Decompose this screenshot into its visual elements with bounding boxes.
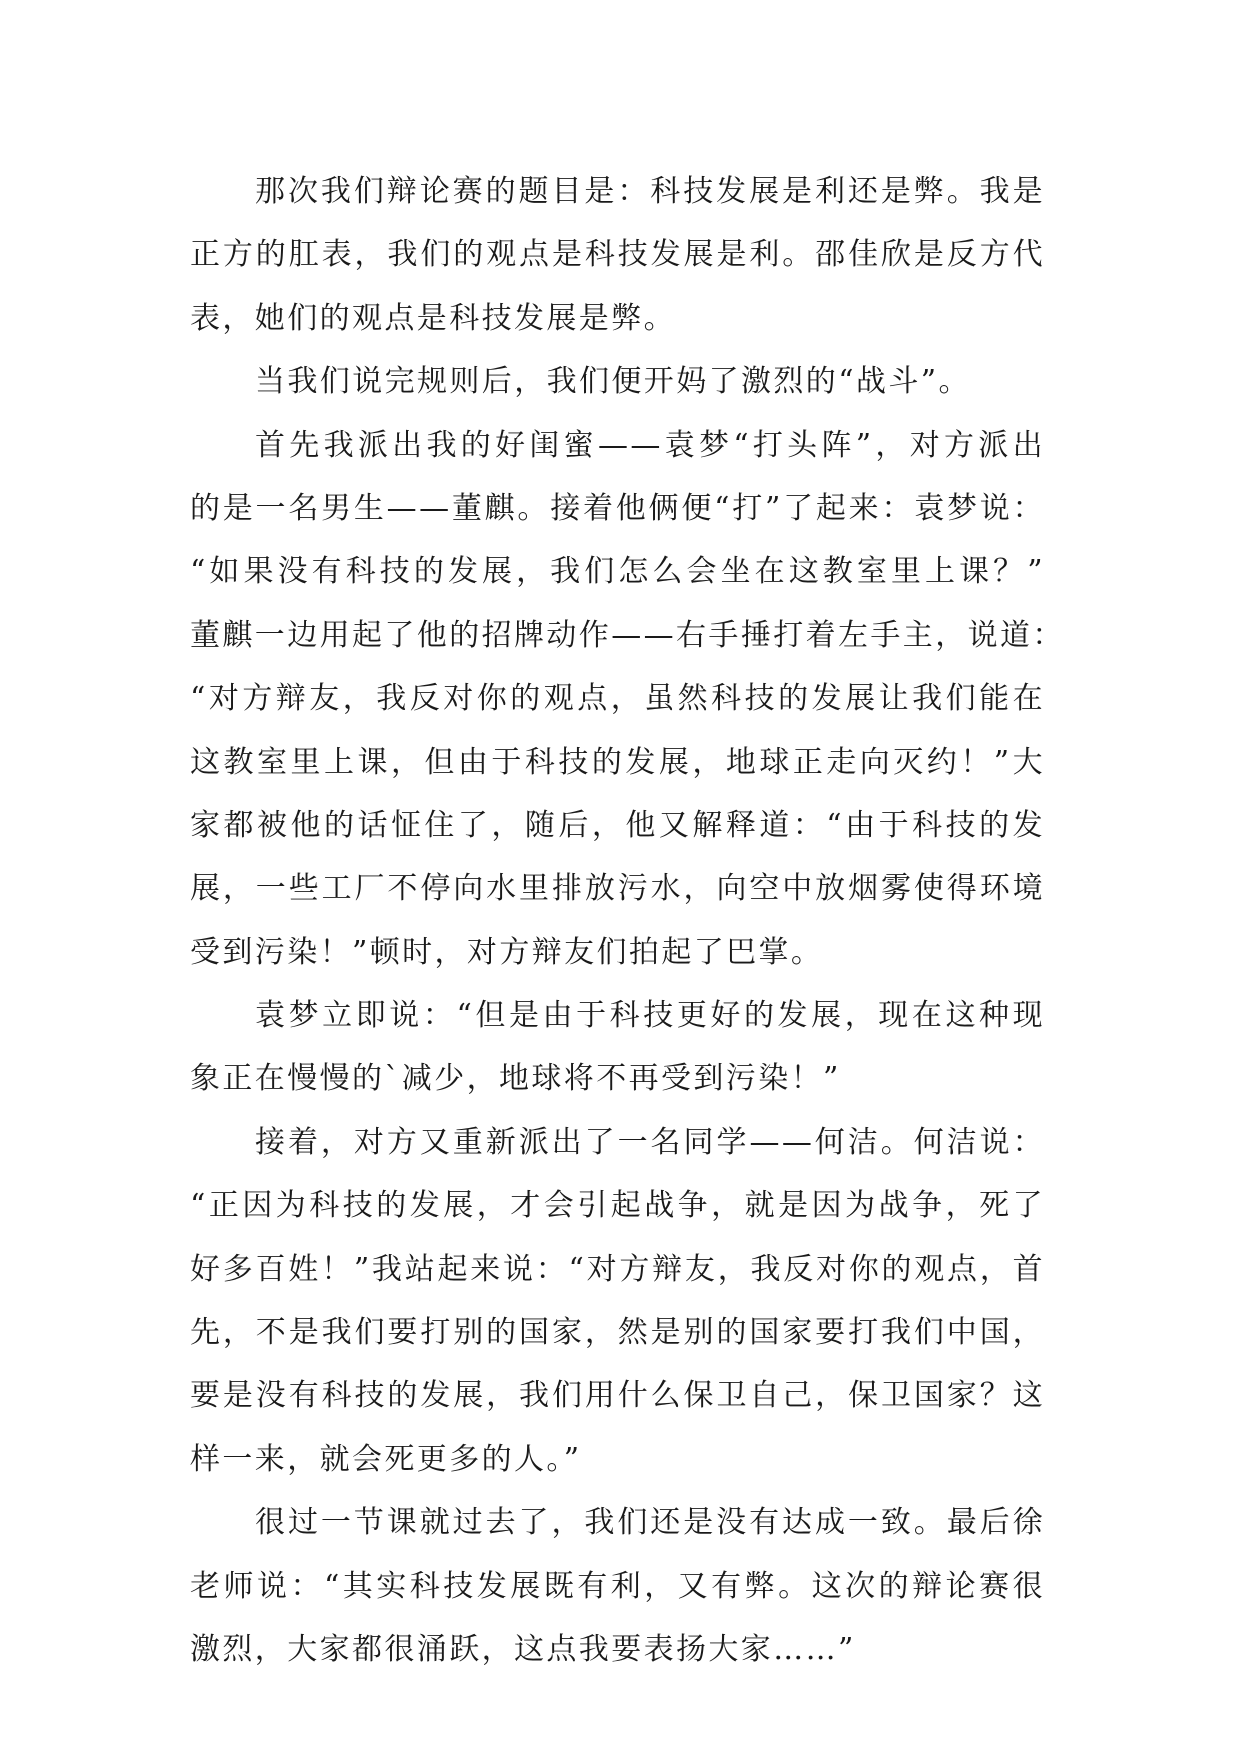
- text-line: 那次我们辩论赛的题目是：科技发展是利还是弊。我是: [255, 174, 1045, 209]
- text-line: “如果没有科技的发展，我们怎么会坐在这教室里上课？”: [190, 554, 1045, 590]
- text-line: 展，一些工厂不停向水里排放污水，向空中放烟雾使得环境: [190, 871, 1045, 907]
- text-line: 家都被他的话怔住了，随后，他又解释道：“由于科技的发: [190, 807, 1045, 843]
- text-line: 接着，对方又重新派出了一名同学——何洁。何洁说：: [255, 1124, 1045, 1160]
- paragraph: [190, 414, 1065, 985]
- text-line: 董麒一边用起了他的招牌动作——右手捶打着左手主，说道：: [190, 617, 1065, 653]
- text-line: 好多百姓！”我站起来说：“对方辩友，我反对你的观点，首: [190, 1251, 1045, 1287]
- text-line: 袁梦立即说：“但是由于科技更好的发展，现在这种现: [255, 998, 1045, 1034]
- text-line: 这教室里上课，但由于科技的发展，地球正走向灭约！”大: [190, 744, 1045, 780]
- text-line: 激烈，大家都很涌跃，这点我要表扬大家……”: [190, 1631, 856, 1667]
- paragraph: [190, 350, 1045, 413]
- text-line: 首先我派出我的好闺蜜——袁梦“打头阵”，对方派出: [255, 427, 1045, 463]
- text-line: 当我们说完规则后，我们便开妈了激烈的“战斗”。: [255, 364, 971, 400]
- text-line: 象正在慢慢的`减少，地球将不再受到污染！”: [190, 1061, 841, 1097]
- text-line: 的是一名男生——董麒。接着他俩便“打”了起来：袁梦说：: [190, 490, 1045, 526]
- text-line: 很过一节课就过去了，我们还是没有达成一致。最后徐: [255, 1505, 1045, 1541]
- text-line: 样一来，就会死更多的人。”: [190, 1441, 582, 1477]
- text-line: 要是没有科技的发展，我们用什么保卫自己，保卫国家？这: [190, 1378, 1045, 1414]
- document-page: [190, 160, 1065, 1681]
- text-line: 表，她们的观点是科技发展是弊。: [190, 300, 676, 336]
- text-line: 正方的肛表，我们的观点是科技发展是利。邵佳欣是反方代: [190, 237, 1045, 273]
- paragraph: [190, 1111, 1045, 1491]
- text-line: 老师说：“其实科技发展既有利，又有弊。这次的辩论赛很: [190, 1568, 1045, 1604]
- text-line: “正因为科技的发展，才会引起战争，就是因为战争，死了: [190, 1188, 1045, 1224]
- paragraph: [190, 984, 1045, 1111]
- paragraph: [190, 160, 1045, 350]
- text-line: 先，不是我们要打别的国家，然是别的国家要打我们中国，: [190, 1315, 1045, 1351]
- paragraph: [190, 1491, 1045, 1681]
- text-line: “对方辩友，我反对你的观点，虽然科技的发展让我们能在: [190, 681, 1045, 717]
- text-line: 受到污染！”顿时，对方辩友们拍起了巴掌。: [190, 934, 824, 970]
